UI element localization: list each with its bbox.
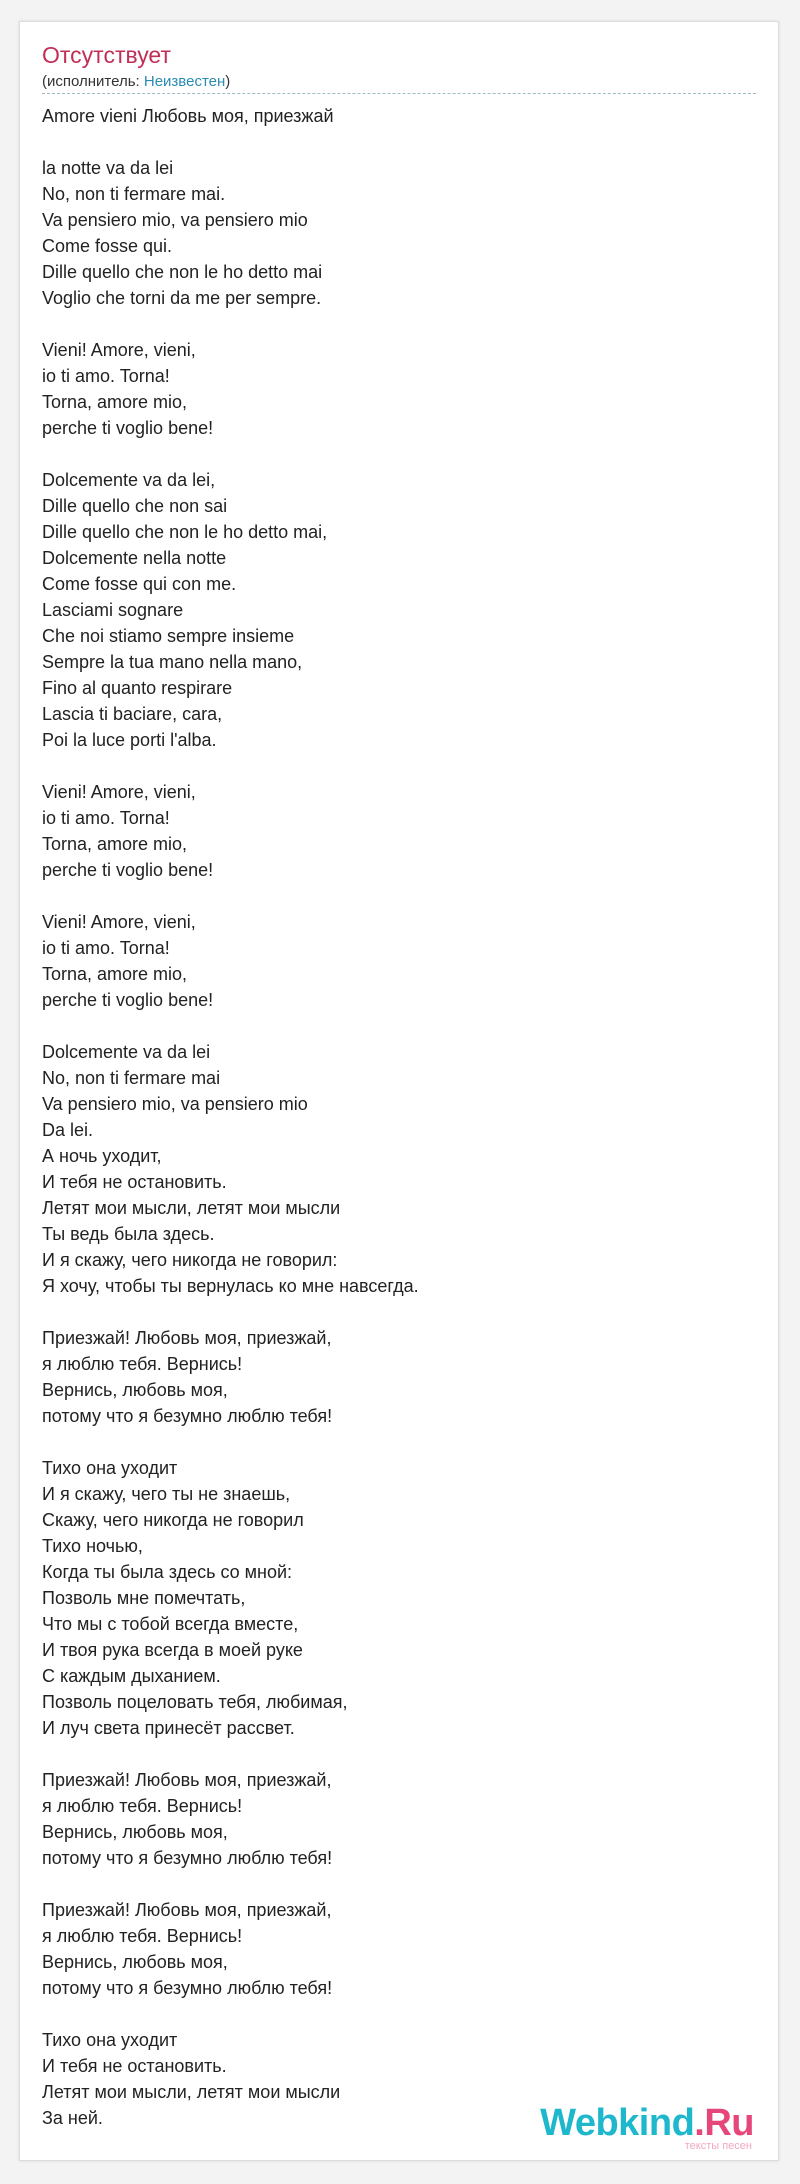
lyric-line: Dille quello che non sai <box>42 496 228 516</box>
lyric-line: la notte va da lei <box>42 158 174 178</box>
lyric-line: Приезжай! Любовь моя, приезжай, <box>42 1328 332 1348</box>
lyric-line: No, non ti fermare mai <box>42 1068 221 1088</box>
lyric-line: Тихо она уходит <box>42 1458 178 1478</box>
lyric-line: Вернись, любовь моя, <box>42 1952 228 1972</box>
lyric-line: С каждым дыханием. <box>42 1666 221 1686</box>
lyric-line: Che noi stiamo sempre insieme <box>42 626 295 646</box>
lyric-line: Torna, amore mio, <box>42 834 188 854</box>
lyric-blank-line <box>42 1741 742 1767</box>
lyric-line: Vieni! Amore, vieni, <box>42 782 196 802</box>
lyric-line: я люблю тебя. Вернись! <box>42 1354 243 1374</box>
lyric-line: я люблю тебя. Вернись! <box>42 1926 243 1946</box>
lyric-line: io ti amo. Torna! <box>42 366 170 386</box>
lyric-blank-line <box>42 129 742 155</box>
lyric-line: io ti amo. Torna! <box>42 938 170 958</box>
webkind-logo[interactable] <box>540 2104 754 2152</box>
lyric-line: Dolcemente nella notte <box>42 548 227 568</box>
lyric-line: Vieni! Amore, vieni, <box>42 340 196 360</box>
lyric-line: Позволь мне помечтать, <box>42 1588 246 1608</box>
lyric-line: Fino al quanto respirare <box>42 678 233 698</box>
lyric-line: perche ti voglio bene! <box>42 418 214 438</box>
divider <box>42 93 756 94</box>
lyric-line: Летят мои мысли, летят мои мысли <box>42 2082 341 2102</box>
lyric-line: No, non ti fermare mai. <box>42 184 226 204</box>
lyric-line: Dille quello che non le ho detto mai <box>42 262 323 282</box>
lyric-line: Sempre la tua mano nella mano, <box>42 652 303 672</box>
lyric-line: Da lei. <box>42 1120 94 1140</box>
lyric-line: io ti amo. Torna! <box>42 808 170 828</box>
lyric-line: Va pensiero mio, va pensiero mio <box>42 210 308 230</box>
lyric-line: За ней. <box>42 2108 103 2128</box>
logo-name: Webkind <box>540 2102 695 2144</box>
lyric-line: Вернись, любовь моя, <box>42 1822 228 1842</box>
lyric-blank-line <box>42 1871 742 1897</box>
artist-suffix: ) <box>225 73 231 90</box>
artist-prefix: (исполнитель: <box>42 73 144 90</box>
lyric-line: Dolcemente va da lei, <box>42 470 216 490</box>
lyric-blank-line <box>42 883 742 909</box>
lyric-line: Вернись, любовь моя, <box>42 1380 228 1400</box>
lyric-blank-line <box>42 1299 742 1325</box>
lyric-line: Летят мои мысли, летят мои мысли <box>42 1198 341 1218</box>
lyric-blank-line <box>42 441 742 467</box>
lyric-line: И луч света принесёт рассвет. <box>42 1718 295 1738</box>
lyrics-card <box>19 21 779 2161</box>
lyric-line: потому что я безумно люблю тебя! <box>42 1978 333 1998</box>
lyrics-text <box>42 103 742 2131</box>
lyric-line: Когда ты была здесь со мной: <box>42 1562 293 1582</box>
lyric-line: я люблю тебя. Вернись! <box>42 1796 243 1816</box>
lyric-line: А ночь уходит, <box>42 1146 162 1166</box>
lyric-blank-line <box>42 1013 742 1039</box>
logo-tld: .Ru <box>694 2102 754 2144</box>
logo-wordmark <box>540 2104 754 2142</box>
lyric-line: И тебя не остановить. <box>42 1172 227 1192</box>
artist-line <box>42 73 230 91</box>
lyric-line: Dolcemente va da lei <box>42 1042 211 1062</box>
lyric-line: Тихо она уходит <box>42 2030 178 2050</box>
lyric-blank-line <box>42 2001 742 2027</box>
lyric-line: И я скажу, чего ты не знаешь, <box>42 1484 291 1504</box>
artist-link[interactable]: Неизвестен <box>143 73 226 90</box>
lyric-line: Приезжай! Любовь моя, приезжай, <box>42 1900 332 1920</box>
lyric-line: И тебя не остановить. <box>42 2056 227 2076</box>
lyric-line: Torna, amore mio, <box>42 964 188 984</box>
logo-tagline: тексты песен <box>684 2140 752 2152</box>
lyric-line: Скажу, чего никогда не говорил <box>42 1510 304 1530</box>
lyric-line: Voglio che torni da me per sempre. <box>42 288 322 308</box>
lyric-line: Amore vieni Любовь моя, приезжай <box>42 106 334 126</box>
lyric-line: И твоя рука всегда в моей руке <box>42 1640 303 1660</box>
lyric-line: потому что я безумно люблю тебя! <box>42 1406 333 1426</box>
lyric-line: Va pensiero mio, va pensiero mio <box>42 1094 308 1114</box>
lyric-line: Poi la luce porti l'alba. <box>42 730 217 750</box>
lyric-line: Ты ведь была здесь. <box>42 1224 215 1244</box>
lyric-line: Позволь поцеловать тебя, любимая, <box>42 1692 348 1712</box>
lyric-line: Come fosse qui con me. <box>42 574 237 594</box>
lyric-line: Приезжай! Любовь моя, приезжай, <box>42 1770 332 1790</box>
lyric-line: Я хочу, чтобы ты вернулась ко мне навсегда. <box>42 1276 419 1296</box>
lyric-line: Тихо ночью, <box>42 1536 143 1556</box>
lyric-line: Torna, amore mio, <box>42 392 188 412</box>
lyric-line: И я скажу, чего никогда не говорил: <box>42 1250 338 1270</box>
lyric-line: Vieni! Amore, vieni, <box>42 912 196 932</box>
lyric-line: Lascia ti baciare, cara, <box>42 704 223 724</box>
lyric-blank-line <box>42 311 742 337</box>
lyric-blank-line <box>42 1429 742 1455</box>
lyric-line: Lasciami sognare <box>42 600 184 620</box>
lyric-line: Come fosse qui. <box>42 236 173 256</box>
lyric-line: Что мы с тобой всегда вместе, <box>42 1614 299 1634</box>
lyric-line: Dille quello che non le ho detto mai, <box>42 522 328 542</box>
lyric-line: perche ti voglio bene! <box>42 990 214 1010</box>
song-title: Отсутствует <box>42 42 171 68</box>
lyric-line: потому что я безумно люблю тебя! <box>42 1848 333 1868</box>
lyric-blank-line <box>42 753 742 779</box>
lyric-line: perche ti voglio bene! <box>42 860 214 880</box>
